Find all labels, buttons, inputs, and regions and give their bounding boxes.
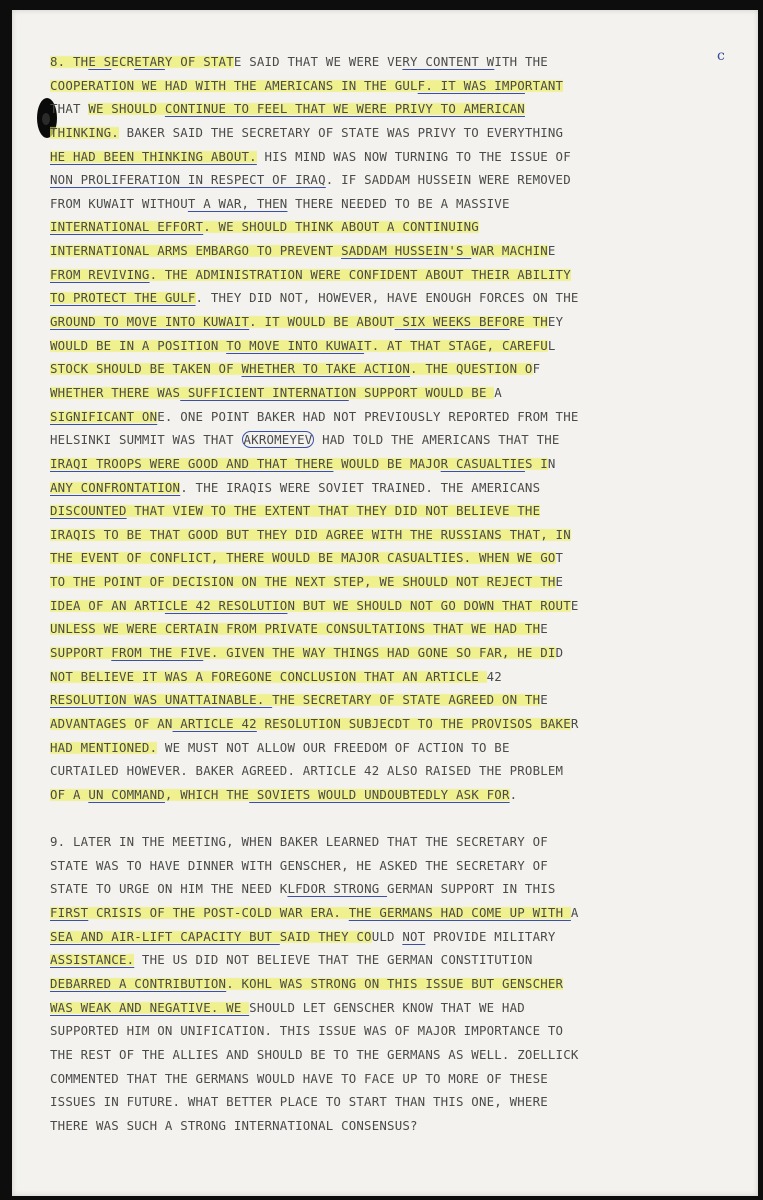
text-line: THINKING. BAKER SAID THE SECRETARY OF STATE WAS PRIVY TO EVERYTHING [50, 124, 564, 140]
marked-text: . KOHL WAS STRONG ON THIS ISSUE BUT GENSCHER [226, 975, 564, 991]
marked-text: THE EVENT OF CONFLICT, THERE WOULD BE MAJOR CASUALTIES. WHEN WE GO [50, 550, 556, 566]
marked-text: DISCOUNTED [50, 503, 127, 519]
text-line: COMMENTED THAT THE GERMANS WOULD HAVE TO FACE UP TO MORE OF THESE [50, 1070, 548, 1086]
marked-text: SOVIETS WOULD UNDOUBTEDLY ASK FOR [249, 786, 510, 802]
text-line: SUPPORT FROM THE FIVE. GIVEN THE WAY THINGS HAD GONE SO FAR, HE DID [50, 645, 564, 661]
marked-text: WAS WEAK AND NEGATIVE. WE [50, 999, 250, 1015]
marked-text: THAT VIEW TO THE EXTENT THAT THEY DID NOT BELIEVE THE [126, 503, 541, 519]
marked-text: COOPERATION WE HAD WITH THE AMERICANS IN THE GUL [50, 77, 418, 93]
marked-text: RESOLUTION SUBJECDT TO THE PROVISOS BAKE [256, 715, 571, 731]
text-line: NON PROLIFERATION IN RESPECT OF IRAQ. IF SADDAM HUSSEIN WERE REMOVED [50, 172, 571, 188]
marked-text: IDEA OF AN ARTI [50, 597, 165, 613]
text-line [50, 74, 740, 98]
text-line: HAD MENTIONED. WE MUST NOT ALLOW OUR FREEDOM OF ACTION TO BE [50, 739, 510, 755]
text-line [50, 523, 740, 547]
text-line: GROUND TO MOVE INTO KUWAIT. IT WOULD BE ABOUT SIX WEEKS BEFORE THEY [50, 314, 564, 330]
text-line: INTERNATIONAL ARMS EMBARGO TO PREVENT SADDAM HUSSEIN'S WAR MACHINE [50, 243, 556, 259]
marked-text: N BUT WE SHOULD NOT GO DOWN THAT ROUT [287, 597, 571, 613]
text-line [50, 499, 740, 523]
circled-word: AKROMEYEV [243, 432, 313, 448]
marked-text: CRISIS OF THE POST-COLD WAR ERA. [88, 905, 349, 921]
marked-text: SUFFICIENT INTERNATIO [180, 384, 349, 400]
marked-text: FIRST [50, 905, 89, 921]
marked-text: . THE QUESTION O [410, 361, 533, 377]
text-line: STATE WAS TO HAVE DINNER WITH GENSCHER, HE ASKED THE SECRETARY OF [50, 857, 548, 873]
marked-text: INTERNATIONAL EFFORT [50, 219, 204, 235]
marked-text: RTANT [524, 77, 564, 93]
marked-text: FROM REVIVING [50, 266, 150, 282]
text-line: TO THE POINT OF DECISION ON THE NEXT STEP, WE SHOULD NOT REJECT THE [50, 574, 564, 590]
marked-text: S I [524, 455, 548, 471]
text-line: THE EVENT OF CONFLICT, THERE WOULD BE MAJOR CASUALTIES. WHEN WE GOT [50, 550, 564, 566]
text-line: 9. LATER IN THE MEETING, WHEN BAKER LEARNED THAT THE SECRETARY OF [50, 834, 548, 850]
marked-text: SUPPORT [50, 645, 112, 661]
text-line: SUPPORTED HIM ON UNIFICATION. THIS ISSUE WAS OF MAJOR IMPORTANCE TO [50, 1023, 564, 1039]
marked-text: STOCK SHOULD BE TAKEN OF [50, 361, 242, 377]
marked-text: NOT [402, 928, 426, 944]
text-line: HELSINKI SUMMIT WAS THAT AKROMEYEV HAD TOLD THE AMERICANS THAT THE [50, 432, 560, 448]
marked-text: FROM THE FIV [111, 645, 204, 661]
marked-text: SADDAM HUSSEIN'S [341, 243, 472, 259]
marked-text: WHETHER TO TAKE ACTION [241, 361, 411, 377]
marked-text: TO PROTECT THE GULF [50, 290, 196, 306]
marked-text: CLE 42 RESOLUTIO [164, 597, 288, 613]
marked-text: WHETHER THERE WAS [50, 384, 181, 400]
document-body [50, 50, 740, 1137]
text-line: WHETHER THERE WAS SUFFICIENT INTERNATION SUPPORT WOULD BE A [50, 384, 502, 400]
marked-text: SIX WEEKS BEFO [394, 314, 510, 330]
marked-text: TO THE POINT OF DECISION ON THE NEXT STEP, WE SHOULD NOT REJECT TH [50, 574, 556, 590]
text-line: THE REST OF THE ALLIES AND SHOULD BE TO THE GERMANS AS WELL. ZOELLICK [50, 1046, 579, 1062]
marked-text: 8. TH [50, 54, 89, 69]
text-line: WOULD BE IN A POSITION TO MOVE INTO KUWAIT. AT THAT STAGE, CAREFUL [50, 337, 556, 353]
marked-text: WAR MACHIN [471, 243, 548, 259]
marked-text: . IT WOULD BE ABOUT [249, 314, 395, 330]
text-line: SIGNIFICANT ONE. ONE POINT BAKER HAD NOT PREVIOUSLY REPORTED FROM THE [50, 408, 579, 424]
text-line: IRAQI TROOPS WERE GOOD AND THAT THERE WOULD BE MAJOR CASUALTIES IN [50, 455, 556, 471]
marked-text: . THE ADMINISTRATION WERE CONFIDENT ABOUT THEIR ABILITY [149, 266, 571, 282]
marked-text: HE HAD BEEN THINKING ABOUT. [50, 148, 257, 164]
text-line: HE HAD BEEN THINKING ABOUT. HIS MIND WAS NOW TURNING TO THE ISSUE OF [50, 148, 571, 164]
text-line: ANY CONFRONTATION. THE IRAQIS WERE SOVIET TRAINED. THE AMERICANS [50, 479, 541, 495]
marked-text: . WE SHOULD THINK ABOUT A CONTINUING [203, 219, 479, 235]
marked-text: TO MOVE INTO KUWAI [226, 337, 365, 353]
marked-text: WOULD BE MAJO [333, 455, 441, 471]
text-line: TO PROTECT THE GULF. THEY DID NOT, HOWEVER, HAVE ENOUGH FORCES ON THE [50, 290, 579, 306]
text-line [50, 263, 740, 287]
text-line [50, 215, 740, 239]
marked-text: R CASUALTIE [440, 455, 525, 471]
marked-text: THE SECRETARY OF STATE AGREED ON TH [272, 692, 541, 708]
marked-text: IRAQI TROOPS WERE GOOD AND THAT THERE [50, 455, 334, 471]
text-line: STATE TO URGE ON HIM THE NEED KLFDOR STRONG GERMAN SUPPORT IN THIS [50, 881, 556, 897]
marked-text: WOULD BE IN A POSITION [50, 337, 227, 353]
marked-text: , WHICH THE [164, 786, 250, 802]
marked-text: CONTINUE TO FEEL THAT WE WERE PRIVY TO AMERICAN [164, 101, 525, 117]
text-line: FROM KUWAIT WITHOUT A WAR, THEN THERE NEEDED TO BE A MASSIVE [50, 195, 510, 211]
text-line: FIRST CRISIS OF THE POST-COLD WAR ERA. THE GERMANS HAD COME UP WITH A [50, 905, 579, 921]
marked-text: N SUPPORT WOULD BE [348, 384, 495, 400]
marked-text: F. IT WAS IMPO [417, 77, 525, 93]
marked-text: NON PROLIFERATION IN RESPECT OF IRAQ [50, 172, 326, 188]
text-line: ASSISTANCE. THE US DID NOT BELIEVE THAT THE GERMAN CONSTITUTION [50, 952, 533, 968]
marked-text: INTERNATIONAL ARMS EMBARGO TO PREVENT [50, 243, 342, 259]
marked-text: ASSISTANCE. [50, 952, 135, 968]
text-line: 8. THE SECRETARY OF STATE SAID THAT WE WERE VERY CONTENT WITH THE [50, 54, 548, 69]
paragraph-9 [50, 830, 740, 1137]
marked-text: GROUND TO MOVE INTO KUWAIT [50, 314, 250, 330]
marked-text: ADVANTAGES OF AN [50, 715, 173, 731]
marked-text: IRAQIS TO BE THAT GOOD BUT THEY DID AGREE WITH THE RUSSIANS THAT, IN [50, 526, 571, 542]
marked-text: RE TH [509, 314, 548, 330]
marked-text: E S [88, 54, 112, 69]
text-line [50, 972, 740, 996]
handwritten-corner-mark: c [717, 48, 725, 64]
marked-text: ARTICLE 42 [172, 715, 257, 731]
text-line: CURTAILED HOWEVER. BAKER AGREED. ARTICLE 42 ALSO RAISED THE PROBLEM [50, 763, 564, 779]
marked-text: T A WAR, THEN [187, 195, 288, 211]
marked-text: Y OF STAT [164, 54, 234, 69]
text-line: IDEA OF AN ARTICLE 42 RESOLUTION BUT WE SHOULD NOT GO DOWN THAT ROUTE [50, 597, 579, 613]
text-line: SEA AND AIR-LIFT CAPACITY BUT SAID THEY COULD NOT PROVIDE MILITARY [50, 928, 556, 944]
marked-text: SEA AND AIR-LIFT CAPACITY BUT [50, 928, 280, 944]
marked-text: SIGNIFICANT ON [50, 408, 158, 424]
marked-text: UNLESS WE WERE CERTAIN FROM PRIVATE CONSULTATIONS THAT WE HAD TH [50, 621, 541, 637]
text-line: STOCK SHOULD BE TAKEN OF WHETHER TO TAKE ACTION. THE QUESTION OF [50, 361, 541, 377]
text-line: THERE WAS SUCH A STRONG INTERNATIONAL CONSENSUS? [50, 1117, 418, 1133]
marked-text: T. AT THAT STAGE, CAREFU [364, 337, 548, 353]
marked-text: RY CONTENT W [402, 54, 495, 69]
text-line: NOT BELIEVE IT WAS A FOREGONE CONCLUSION THAT AN ARTICLE 42 [50, 668, 502, 684]
marked-text: SAID THEY CO [279, 928, 372, 944]
marked-text: LFDOR STRONG [287, 881, 388, 897]
paragraph-8 [50, 50, 740, 807]
marked-text: RESOLUTION WAS UNATTAINABLE. [50, 692, 273, 708]
text-line: THAT WE SHOULD CONTINUE TO FEEL THAT WE WERE PRIVY TO AMERICAN [50, 101, 525, 117]
marked-text: ECR [111, 54, 135, 69]
text-line: RESOLUTION WAS UNATTAINABLE. THE SECRETARY OF STATE AGREED ON THE [50, 692, 548, 708]
marked-text: ANY CONFRONTATION [50, 479, 181, 495]
text-line: OF A UN COMMAND, WHICH THE SOVIETS WOULD UNDOUBTEDLY ASK FOR. [50, 786, 518, 802]
marked-text: DEBARRED A CONTRIBUTION [50, 975, 227, 991]
marked-text: UN COMMAND [88, 786, 165, 802]
marked-text: WE SHOULD [88, 101, 165, 117]
marked-text: OF A [50, 786, 89, 802]
marked-text: THE GERMANS HAD COME UP WITH [348, 905, 571, 921]
text-line: ISSUES IN FUTURE. WHAT BETTER PLACE TO START THAN THIS ONE, WHERE [50, 1094, 548, 1110]
text-line: ADVANTAGES OF AN ARTICLE 42 RESOLUTION SUBJECDT TO THE PROVISOS BAKER [50, 715, 579, 731]
marked-text: ETAR [134, 54, 165, 69]
punch-hole-shadow [42, 113, 50, 125]
marked-text: THINKING. [50, 124, 119, 140]
marked-text: E. GIVEN THE WAY THINGS HAD GONE SO FAR, HE DI [203, 645, 556, 661]
marked-text: HAD MENTIONED. [50, 739, 158, 755]
text-line: UNLESS WE WERE CERTAIN FROM PRIVATE CONSULTATIONS THAT WE HAD THE [50, 621, 548, 637]
paragraph-gap [50, 807, 740, 831]
text-line: WAS WEAK AND NEGATIVE. WE SHOULD LET GENSCHER KNOW THAT WE HAD [50, 999, 525, 1015]
marked-text: NOT BELIEVE IT WAS A FOREGONE CONCLUSION THAT AN ARTICLE [50, 668, 487, 684]
